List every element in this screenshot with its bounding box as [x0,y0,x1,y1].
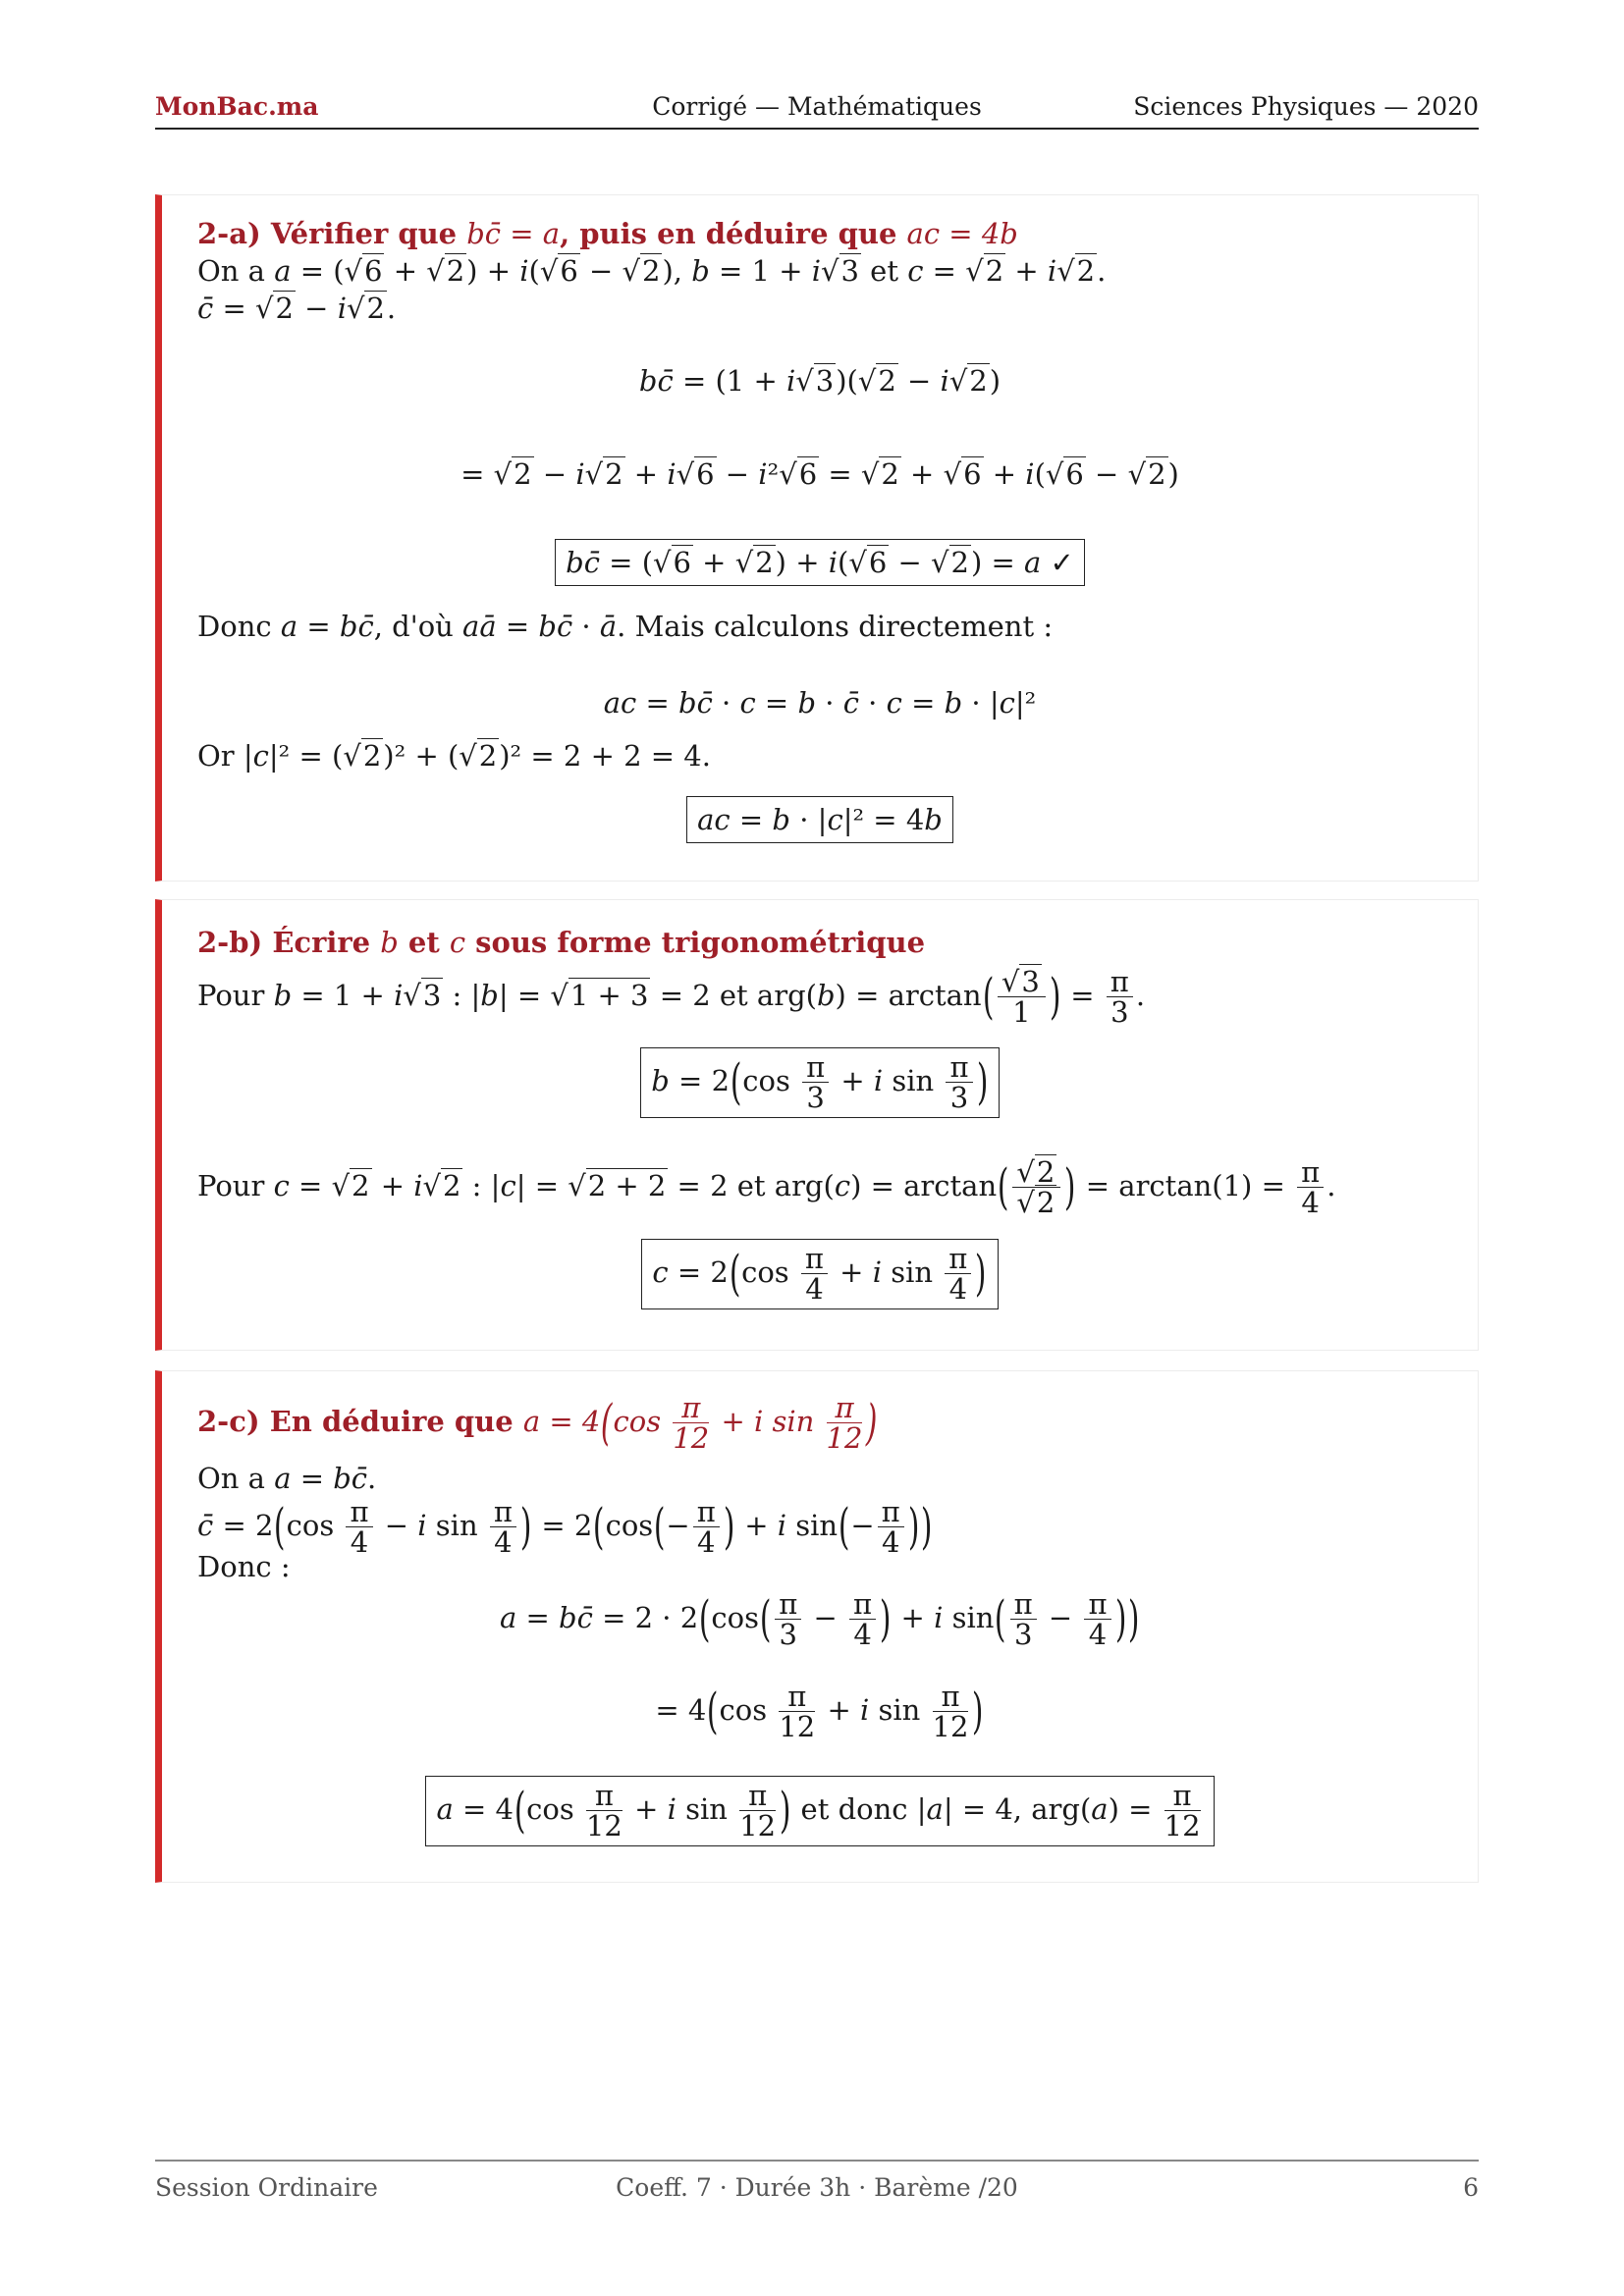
page-number: 6 [1463,2173,1479,2202]
equation-ac: ac = bc̄ · c = b · c̄ · c = b · |c|² [603,686,1037,720]
equation-a-product: a = bc̄ = 2 · 2(cos( $\frac{\pi}{3}$ − $\frac{\pi}{4}$ ) + i sin( $\frac{\pi}{3}$ − $\frac{\pi}{4}$ )) [500,1587,1140,1652]
brand-logo: MonBac.ma [155,92,319,121]
footer-session: Session Ordinaire [155,2173,378,2202]
equation-a-simplified: = 4(cos $\frac{\pi}{12}$ + i sin $\frac{\pi}{12}$ ) [655,1680,984,1744]
result-box-c: c = 2(cos $\frac{\pi}{4}$ + i sin $\frac{\pi}{4}$ ) [162,1239,1478,1309]
page-footer [155,2160,1479,2205]
result-box-bc: bc̄ = (√6 + √2) + i(√6 − √2) = a ✓ [162,539,1478,586]
b-modulus-line: Pour b = 1 + i√3 : |b| = √1 + 3 = 2 et arg(b) = arctan( $\frac{√3}{1}$ ) = $\frac{\pi}{3}$ . [197,965,1146,1030]
section-title: 2-a) Vérifier que bc̄ = a, puis en déduire que ac = 4b [197,217,1018,250]
conjugate-trig-line: c̄ = 2(cos $\frac{\pi}{4}$ − i sin $\frac{\pi}{4}$ ) = 2(cos(− $\frac{\pi}{4}$ ) + i sin(− $\frac{\pi}{4}$ )) [197,1495,933,1560]
check-icon: ✓ [1050,546,1074,579]
section-2a-box [155,194,1479,881]
result-box-a: a = 4(cos $\frac{\pi}{12}$ + i sin $\frac{\pi}{12}$ ) et donc |a| = 4, arg(a) = $\frac{\pi}{12}$ [162,1776,1478,1846]
result-box-b: b = 2(cos $\frac{\pi}{3}$ + i sin $\frac{\pi}{3}$ ) [162,1047,1478,1118]
given-line: On a a = bc̄. [197,1462,377,1495]
section-title: 2-c) En déduire que a = 4(cos $\frac{\pi}{12}$ + i sin $\frac{\pi}{12}$ ) [197,1391,878,1456]
modulus-line: Or |c|² = (√2)² + (√2)² = 2 + 2 = 4. [197,739,711,773]
donc-line: Donc a = bc̄, d'où aā = bc̄ · ā. Mais calculons directement : [197,610,1054,643]
result-box-ac: ac = b · |c|² = 4b [162,796,1478,843]
section-2c-box [155,1370,1479,1883]
section-2b-box [155,899,1479,1351]
equation-expand: = √2 − i√2 + i√6 − i²√6 = √2 + √6 + i(√6 − √2) [460,457,1179,491]
footer-info: Coeff. 7 · Durée 3h · Barème /20 [616,2173,1018,2202]
section-title: 2-b) Écrire b et c sous forme trigonométrique [197,926,926,959]
given-values-line: On a a = (√6 + √2) + i(√6 − √2), b = 1 + i√3 et c = √2 + i√2. [197,254,1107,288]
donc-label: Donc : [197,1550,291,1583]
c-modulus-line: Pour c = √2 + i√2 : |c| = √2 + 2 = 2 et arg(c) = arctan( $\frac{√2}{√2}$ ) = arctan(1) = $\frac{\pi}{4}$ . [197,1155,1336,1220]
header-series: Sciences Physiques — 2020 [1133,92,1479,121]
page-header [155,90,1479,130]
equation-product: bc̄ = (1 + i√3)(√2 − i√2) [638,364,1001,398]
conjugate-line: c̄ = √2 − i√2. [197,292,397,325]
header-subject: Corrigé — Mathématiques [652,92,982,121]
